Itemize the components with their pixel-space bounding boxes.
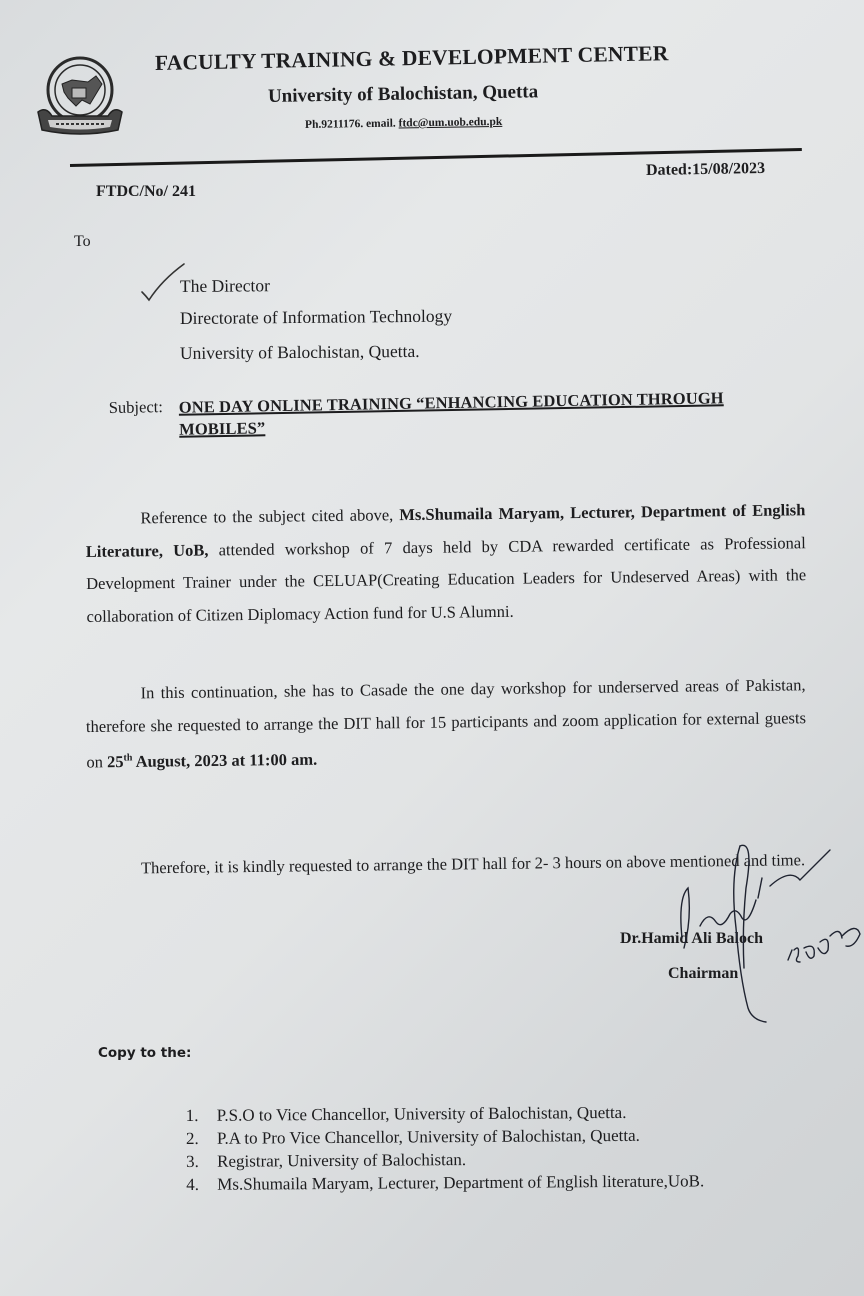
subject-text: ONE DAY ONLINE TRAINING “ENHANCING EDUCATION THROUGH MOBILES” — [178, 388, 724, 439]
letterhead-contact — [305, 116, 502, 131]
university-seal-logo — [32, 50, 128, 142]
copy-to-item — [186, 1169, 806, 1196]
copy-to-label: Copy to the: — [98, 1045, 192, 1061]
signatory-designation: Chairman — [668, 965, 739, 982]
p1-text: Reference to the subject cited above, — [140, 505, 400, 528]
p1-text-rest: attended workshop of 7 days held by CDA rewarded certificate as Professional Development Trainer under the CELUAP(Creating Education Leaders for Undeserved Areas) with the collaboration of Citizen Diplomacy Action fund for U.S Alumni. — [86, 532, 807, 626]
body-paragraph-1 — [85, 494, 807, 633]
to-label: To — [74, 233, 91, 250]
p2-date-rest: August, 2023 at 11:00 am. — [132, 749, 318, 771]
handwritten-signature — [670, 838, 864, 1023]
item-number: 2. — [185, 1128, 199, 1148]
reference-number: FTDC/No/ 241 — [96, 183, 196, 200]
item-number: 4. — [186, 1174, 200, 1194]
letter-date: Dated:15/08/2023 — [645, 159, 766, 179]
p2-date-sup: th — [123, 752, 133, 764]
item-text: P.S.O to Vice Chancellor, University of Balochistan, Quetta. — [216, 1102, 627, 1125]
item-text: Registrar, University of Balochistan. — [217, 1150, 467, 1171]
letterhead-title: FACULTY TRAINING & DEVELOPMENT CENTER — [154, 41, 669, 75]
item-text: Ms.Shumaila Maryam, Lecturer, Department of English literature,UoB. — [217, 1171, 705, 1194]
item-number: 3. — [186, 1151, 199, 1171]
item-number: 1. — [185, 1105, 199, 1126]
p2-date-day: 25 — [106, 752, 124, 772]
signatory-name: Dr.Hamid Ali Baloch — [620, 930, 763, 947]
subject-label: Subject: — [108, 397, 164, 418]
recipient-line: The Director — [179, 275, 270, 296]
body-paragraph-2 — [85, 669, 806, 779]
letterhead-phone: Ph.9211176. email. — [304, 117, 396, 131]
letterhead-email-link[interactable]: ftdc@um.uob.edu.pk — [398, 115, 503, 130]
recipient-line: University of Balochistan, Quetta. — [179, 340, 420, 363]
p3-text: Therefore, it is kindly requested to arrange the DIT hall for 2- 3 hours on above mentioned and time. — [140, 850, 806, 878]
copy-to-list — [186, 1100, 807, 1196]
p1-bold: Ms.Shumaila Maryam, Lecturer, Department of English Literature, UoB, — [85, 500, 806, 561]
item-text: P.A to Pro Vice Chancellor, University of Balochistan, Quetta. — [216, 1125, 640, 1148]
p2-text: In this continuation, she has to Casade the one day workshop for underserved areas of Pakistan, therefore she requested to arrange the DIT hall for 15 participants and zoom application for external guests on — [85, 675, 807, 772]
recipient-line: Directorate of Information Technology — [179, 305, 453, 328]
letterhead-university: University of Balochistan, Quetta — [267, 81, 539, 107]
subject-line — [109, 386, 810, 442]
